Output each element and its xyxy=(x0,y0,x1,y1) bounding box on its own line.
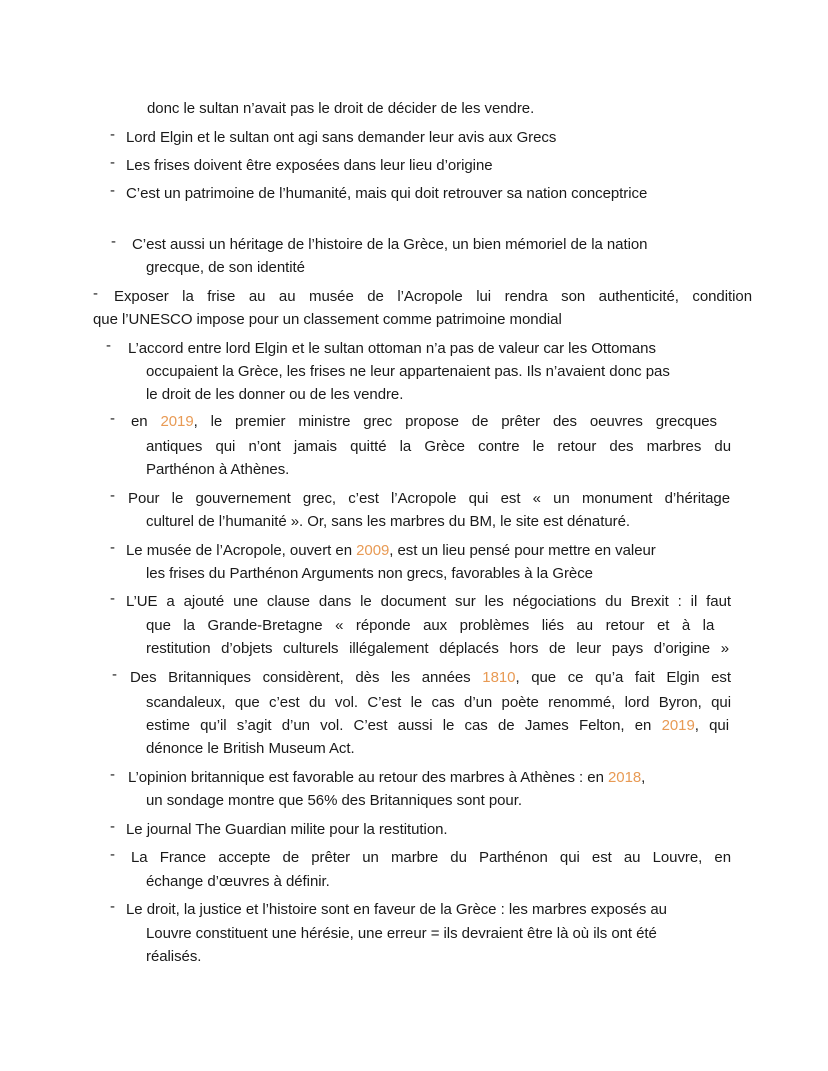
bullet-item-continuation xyxy=(146,739,355,759)
text-run: culturel de l’humanité ». Or, sans les marbres du BM, le site est dénaturé. xyxy=(146,513,630,530)
bullet-item-continuation xyxy=(146,872,330,892)
bullet-item-continuation xyxy=(146,947,201,967)
text-run: Des Britanniques considèrent, dès les années xyxy=(130,669,483,686)
text-run: Le journal The Guardian milite pour la restitution. xyxy=(126,821,448,838)
bullet-item-text xyxy=(126,156,493,176)
bullet-dash: - xyxy=(110,182,115,199)
text-run: échange d’œuvres à définir. xyxy=(146,873,330,890)
bullet-dash: - xyxy=(110,898,115,915)
text-run: Les frises doivent être exposées dans leur lieu d’origine xyxy=(126,157,493,174)
text-run: antiques qui n’ont jamais quitté la Grèce contre le retour des marbres du xyxy=(146,438,731,455)
text-run: Louvre constituent une hérésie, une erreur = ils devraient être là où ils ont été xyxy=(146,925,657,942)
bullet-item-text xyxy=(126,820,448,840)
intro-continuation: donc le sultan n’avait pas le droit de décider de les vendre. xyxy=(147,100,535,117)
bullet-item-continuation xyxy=(93,310,562,330)
bullet-item-text xyxy=(132,235,647,255)
year-highlight: 2009 xyxy=(356,542,390,559)
bullet-item-text xyxy=(126,128,556,148)
year-highlight: 2019 xyxy=(661,717,695,734)
bullet-item-continuation xyxy=(146,616,714,636)
year-highlight: 2018 xyxy=(608,769,642,786)
text-run: un sondage montre que 56% des Britanniques sont pour. xyxy=(146,792,522,809)
bullet-item-text xyxy=(128,768,645,788)
year-highlight: 1810 xyxy=(482,669,516,686)
bullet-dash: - xyxy=(110,590,115,607)
text-run: , est un lieu pensé pour mettre en valeur xyxy=(389,542,656,559)
text-run: Le musée de l’Acropole, ouvert en xyxy=(126,542,357,559)
text-run: C’est aussi un héritage de l’histoire de la Grèce, un bien mémoriel de la nation xyxy=(132,236,648,253)
text-run: L’UE a ajouté une clause dans le document sur les négociations du Brexit : il faut xyxy=(126,593,731,610)
bullet-dash: - xyxy=(106,337,111,354)
text-run: le droit de les donner ou de les vendre. xyxy=(146,386,404,403)
bullet-item-text xyxy=(126,592,731,612)
text-run: Pour le gouvernement grec, c’est l’Acropole qui est « un monument d’héritage xyxy=(128,490,730,507)
bullet-dash: - xyxy=(93,285,98,302)
bullet-dash: - xyxy=(110,487,115,504)
bullet-dash: - xyxy=(110,766,115,783)
bullet-item-text xyxy=(131,412,717,432)
text-run: Parthénon à Athènes. xyxy=(146,461,290,478)
bullet-item-continuation xyxy=(146,437,731,457)
text-run: Le droit, la justice et l’histoire sont en faveur de la Grèce : les marbres exposés au xyxy=(126,901,667,918)
bullet-item-continuation xyxy=(146,362,670,382)
text-run: scandaleux, que c’est du vol. C’est le cas d’un poète renommé, lord Byron, qui xyxy=(146,694,731,711)
bullet-item-continuation xyxy=(146,460,289,480)
bullet-item-text xyxy=(126,541,656,561)
text-run: occupaient la Grèce, les frises ne leur appartenaient pas. Ils n’avaient donc pas xyxy=(146,363,670,380)
bullet-item-text xyxy=(131,848,731,868)
text-run: Exposer la frise au au musée de l’Acropole lui rendra son authenticité, condition xyxy=(114,288,752,305)
text-run: dénonce le British Museum Act. xyxy=(146,740,355,757)
bullet-item-continuation xyxy=(146,716,729,736)
bullet-item-text xyxy=(126,900,667,920)
text-run: La France accepte de prêter un marbre du Parthénon qui est au Louvre, en xyxy=(131,849,731,866)
text-run: , le premier ministre grec propose de prêter des oeuvres grecques xyxy=(193,413,717,430)
text-run: grecque, de son identité xyxy=(146,259,305,276)
bullet-item-text xyxy=(130,668,731,688)
bullet-dash: - xyxy=(110,154,115,171)
bullet-item-continuation xyxy=(146,564,593,584)
text-run: , qui xyxy=(694,717,729,734)
bullet-dash: - xyxy=(110,818,115,835)
bullet-item-continuation xyxy=(146,924,657,944)
bullet-item-text xyxy=(114,287,752,307)
bullet-dash: - xyxy=(110,126,115,143)
bullet-item-continuation xyxy=(146,258,305,278)
text-run: restitution d’objets culturels illégalement déplacés hors de leur pays d’origine » xyxy=(146,640,729,657)
bullet-dash: - xyxy=(110,410,115,427)
text-run: , que ce qu’a fait Elgin est xyxy=(515,669,731,686)
text-run: L’accord entre lord Elgin et le sultan ottoman n’a pas de valeur car les Ottomans xyxy=(128,340,656,357)
text-run: réalisés. xyxy=(146,948,202,965)
bullet-item-text xyxy=(128,489,730,509)
text-run: Lord Elgin et le sultan ont agi sans demander leur avis aux Grecs xyxy=(126,129,557,146)
text-run: les frises du Parthénon Arguments non grecs, favorables à la Grèce xyxy=(146,565,593,582)
bullet-item-continuation xyxy=(146,385,403,405)
text-run: que l’UNESCO impose pour un classement comme patrimoine mondial xyxy=(93,311,562,328)
text-run: , xyxy=(641,769,646,786)
text-run: que la Grande-Bretagne « réponde aux problèmes liés au retour et à la xyxy=(146,617,715,634)
bullet-dash: - xyxy=(111,233,116,250)
year-highlight: 2019 xyxy=(160,413,194,430)
bullet-dash: - xyxy=(110,846,115,863)
text-run: en xyxy=(131,413,161,430)
text-run: C’est un patrimoine de l’humanité, mais qui doit retrouver sa nation conceptrice xyxy=(126,185,648,202)
text-run: L’opinion britannique est favorable au retour des marbres à Athènes : en xyxy=(128,769,608,786)
bullet-item-continuation xyxy=(146,639,729,659)
bullet-item-text xyxy=(128,339,656,359)
bullet-item-continuation xyxy=(146,512,630,532)
bullet-item-continuation xyxy=(146,791,522,811)
text-run: estime qu’il s’agit d’un vol. C’est aussi le cas de James Felton, en xyxy=(146,717,662,734)
bullet-dash: - xyxy=(110,539,115,556)
bullet-item-continuation xyxy=(146,693,731,713)
bullet-item-text xyxy=(126,184,647,204)
bullet-dash: - xyxy=(112,666,117,683)
